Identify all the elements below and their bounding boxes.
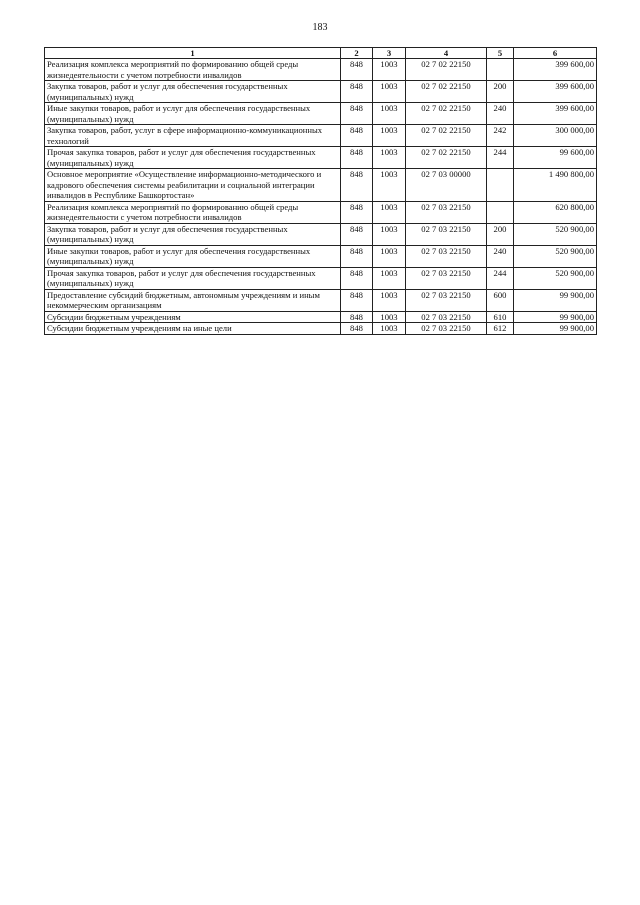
row-target-code: 02 7 03 22150	[406, 223, 487, 245]
row-name: Субсидии бюджетным учреждениям	[45, 311, 341, 323]
row-name: Реализация комплекса мероприятий по формированию общей среды жизнедеятельности с учетом потребности инвалидов	[45, 201, 341, 223]
row-name: Реализация комплекса мероприятий по формированию общей среды жизнедеятельности с учетом потребности инвалидов	[45, 59, 341, 81]
row-amount: 520 900,00	[514, 267, 597, 289]
page-number: 183	[312, 22, 328, 33]
table-row	[45, 59, 597, 81]
row-ministry-code: 848	[341, 289, 373, 311]
row-ministry-code: 848	[341, 245, 373, 267]
table-row	[45, 245, 597, 267]
row-expense-type: 244	[487, 267, 514, 289]
row-target-code: 02 7 03 22150	[406, 323, 487, 335]
row-amount: 99 900,00	[514, 311, 597, 323]
row-amount: 300 000,00	[514, 125, 597, 147]
table-row	[45, 223, 597, 245]
row-expense-type: 240	[487, 245, 514, 267]
row-target-code: 02 7 02 22150	[406, 81, 487, 103]
row-section-code: 1003	[373, 59, 406, 81]
row-ministry-code: 848	[341, 311, 373, 323]
row-ministry-code: 848	[341, 147, 373, 169]
row-section-code: 1003	[373, 245, 406, 267]
header-col-1: 1	[45, 48, 341, 59]
row-target-code: 02 7 03 22150	[406, 311, 487, 323]
row-section-code: 1003	[373, 311, 406, 323]
row-ministry-code: 848	[341, 267, 373, 289]
row-ministry-code: 848	[341, 201, 373, 223]
row-ministry-code: 848	[341, 59, 373, 81]
table-row	[45, 267, 597, 289]
header-col-6: 6	[514, 48, 597, 59]
row-section-code: 1003	[373, 289, 406, 311]
row-expense-type: 242	[487, 125, 514, 147]
row-section-code: 1003	[373, 103, 406, 125]
table-row	[45, 311, 597, 323]
row-target-code: 02 7 02 22150	[406, 103, 487, 125]
table-row	[45, 169, 597, 202]
row-section-code: 1003	[373, 169, 406, 202]
row-target-code: 02 7 02 22150	[406, 59, 487, 81]
row-ministry-code: 848	[341, 103, 373, 125]
header-col-2: 2	[341, 48, 373, 59]
table-row	[45, 323, 597, 335]
row-name: Прочая закупка товаров, работ и услуг для обеспечения государственных (муниципальных) нужд	[45, 267, 341, 289]
row-ministry-code: 848	[341, 223, 373, 245]
table-row	[45, 125, 597, 147]
row-ministry-code: 848	[341, 169, 373, 202]
row-expense-type	[487, 59, 514, 81]
row-target-code: 02 7 03 22150	[406, 245, 487, 267]
row-expense-type: 244	[487, 147, 514, 169]
row-name: Предоставление субсидий бюджетным, автономным учреждениям и иным некоммерческим организациям	[45, 289, 341, 311]
row-expense-type: 200	[487, 223, 514, 245]
header-col-4: 4	[406, 48, 487, 59]
row-target-code: 02 7 02 22150	[406, 147, 487, 169]
row-target-code: 02 7 03 00000	[406, 169, 487, 202]
row-expense-type	[487, 201, 514, 223]
row-amount: 99 600,00	[514, 147, 597, 169]
row-expense-type	[487, 169, 514, 202]
row-ministry-code: 848	[341, 125, 373, 147]
table-row	[45, 147, 597, 169]
row-name: Иные закупки товаров, работ и услуг для обеспечения государственных (муниципальных) нужд	[45, 103, 341, 125]
row-expense-type: 200	[487, 81, 514, 103]
row-amount: 399 600,00	[514, 103, 597, 125]
table-row	[45, 103, 597, 125]
row-expense-type: 612	[487, 323, 514, 335]
row-amount: 620 800,00	[514, 201, 597, 223]
table-row	[45, 81, 597, 103]
table-row	[45, 201, 597, 223]
table-body	[45, 59, 597, 335]
row-section-code: 1003	[373, 267, 406, 289]
row-amount: 520 900,00	[514, 223, 597, 245]
row-amount: 399 600,00	[514, 59, 597, 81]
budget-table	[44, 47, 597, 335]
table-row	[45, 289, 597, 311]
row-expense-type: 610	[487, 311, 514, 323]
row-amount: 1 490 800,00	[514, 169, 597, 202]
row-section-code: 1003	[373, 81, 406, 103]
row-expense-type: 240	[487, 103, 514, 125]
row-name: Прочая закупка товаров, работ и услуг для обеспечения государственных (муниципальных) нужд	[45, 147, 341, 169]
row-expense-type: 600	[487, 289, 514, 311]
row-target-code: 02 7 03 22150	[406, 267, 487, 289]
row-amount: 520 900,00	[514, 245, 597, 267]
row-target-code: 02 7 03 22150	[406, 201, 487, 223]
row-section-code: 1003	[373, 323, 406, 335]
row-amount: 99 900,00	[514, 323, 597, 335]
row-ministry-code: 848	[341, 81, 373, 103]
row-name: Закупка товаров, работ, услуг в сфере информационно-коммуникационных технологий	[45, 125, 341, 147]
row-name: Субсидии бюджетным учреждениям на иные цели	[45, 323, 341, 335]
row-name: Основное мероприятие «Осуществление информационно-методического и кадрового обеспечения системы реабилитации и социальной интеграции инвалидов в Республике Башкортостан»	[45, 169, 341, 202]
row-target-code: 02 7 02 22150	[406, 125, 487, 147]
header-col-3: 3	[373, 48, 406, 59]
row-section-code: 1003	[373, 201, 406, 223]
row-target-code: 02 7 03 22150	[406, 289, 487, 311]
header-row	[45, 48, 597, 59]
row-section-code: 1003	[373, 125, 406, 147]
row-amount: 99 900,00	[514, 289, 597, 311]
header-col-5: 5	[487, 48, 514, 59]
row-section-code: 1003	[373, 147, 406, 169]
table-header	[45, 48, 597, 59]
row-section-code: 1003	[373, 223, 406, 245]
row-name: Закупка товаров, работ и услуг для обеспечения государственных (муниципальных) нужд	[45, 223, 341, 245]
row-name: Закупка товаров, работ и услуг для обеспечения государственных (муниципальных) нужд	[45, 81, 341, 103]
row-name: Иные закупки товаров, работ и услуг для обеспечения государственных (муниципальных) нужд	[45, 245, 341, 267]
row-ministry-code: 848	[341, 323, 373, 335]
row-amount: 399 600,00	[514, 81, 597, 103]
